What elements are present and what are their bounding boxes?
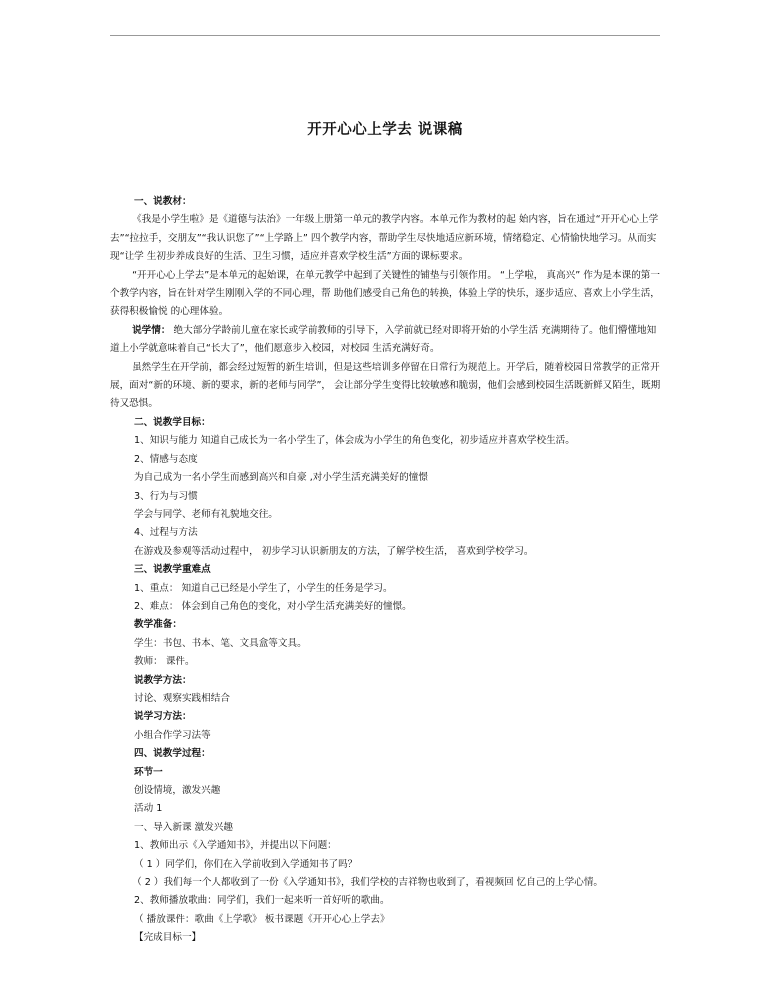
- section-heading: [110, 745, 662, 763]
- paragraph: [110, 874, 662, 892]
- paragraph-text: 三、说教学重难点: [134, 564, 211, 576]
- paragraph-text: 学生：书包、书本、笔、文具盒等文具。: [134, 637, 307, 649]
- paragraph: [110, 322, 662, 359]
- paragraph-text: 二、说教学目标：: [134, 416, 211, 428]
- paragraph: [110, 267, 662, 322]
- header-rule: [110, 35, 660, 36]
- paragraph: [110, 598, 662, 616]
- paragraph-text: 为自己成为一名小学生而感到高兴和自豪 ,对小学生活充满美好的憧憬: [134, 472, 428, 484]
- paragraph: [110, 451, 662, 469]
- paragraph: [110, 800, 662, 818]
- paragraph: [110, 727, 662, 745]
- paragraph: [110, 543, 662, 561]
- paragraph: [110, 506, 662, 524]
- paragraph-text: 四、说教学过程：: [134, 748, 211, 760]
- paragraph-text: 小组合作学习法等: [134, 729, 211, 741]
- paragraph-text: 讨论、观察实践相结合: [134, 692, 230, 704]
- paragraph: [110, 359, 662, 414]
- paragraph-text: 一、说教材：: [134, 196, 192, 207]
- paragraph-text: （ 2 ）我们每一个人都收到了一份《入学通知书》，我们学校的吉祥物也收到了，看视频回 忆自己的上学心情。: [132, 877, 604, 889]
- paragraph-text: 教学准备：: [134, 619, 182, 631]
- paragraph: [110, 469, 662, 487]
- paragraph: [110, 524, 662, 542]
- paragraph-text: 2、教师播放歌曲：同学们，我们一起来听一首好听的歌曲。: [134, 895, 390, 907]
- paragraph-text: （ 1 ）同学们，你们在入学前收到入学通知书了吗？: [134, 858, 358, 870]
- paragraph-text: 教师： 课件。: [134, 656, 195, 668]
- paragraph-text: 2、难点： 体会到自己角色的变化，对小学生活充满美好的憧憬。: [134, 600, 412, 612]
- paragraph-text: 4、过程与方法: [134, 527, 198, 539]
- section-heading: [110, 561, 662, 579]
- paragraph: [110, 782, 662, 800]
- paragraph: [110, 911, 662, 929]
- paragraph-text: 创设情境，激发兴趣: [134, 785, 221, 796]
- paragraph: [110, 856, 662, 874]
- paragraph: [110, 488, 662, 506]
- paragraph-lead: 说学情：: [132, 324, 171, 336]
- paragraph-text: （ 播放课件：歌曲《上学歌》 板书课题《开开心心上学去》: [134, 913, 390, 925]
- section-heading: [110, 414, 662, 432]
- paragraph-text: 1、知识与能力 知道自己成长为一名小学生了，体会成为小学生的角色变化，初步适应并喜欢学校生活。: [134, 435, 575, 447]
- section-heading: [110, 764, 662, 782]
- paragraph-text: 学会与同学、老师有礼貌地交往。: [134, 508, 278, 520]
- paragraph-text: 1、重点： 知道自己已经是小学生了，小学生的任务是学习。: [134, 582, 393, 594]
- paragraph-text: 说教学方法：: [134, 674, 192, 686]
- document-body: [110, 193, 662, 948]
- paragraph-text: 在游戏及参观等活动过程中， 初步学习认识新朋友的方法，了解学校生活， 喜欢到学校学习。: [134, 545, 534, 557]
- section-heading: [110, 616, 662, 634]
- paragraph-text: 一、导入新课 激发兴趣: [134, 821, 233, 833]
- paragraph: [110, 690, 662, 708]
- paragraph-text: 虽然学生在开学前，都会经过短暂的新生培训，但是这些培训多停留在日常行为规范上。开学后，随着校园日常教学的正常开展，面对“新的环境、新的要求，新的老师与同学”， 会让部分学生变得比较敏感和脆弱，他们会感到校园生活既新鲜又陌生，既期待又恐惧。: [110, 361, 661, 410]
- section-heading: [110, 193, 662, 211]
- page-title: 开开心心上学去 说课稿: [307, 122, 463, 138]
- paragraph: [110, 892, 662, 910]
- paragraph: [110, 580, 662, 598]
- paragraph-text: 绝大部分学龄前儿童在家长或学前教师的引导下，入学前就已经对即将开始的小学生活 充满期待了。他们懵懂地知道上小学就意味着自己“长大了”，他们愿意步入校园，对校园 生活充满好奇。: [110, 324, 657, 355]
- paragraph-text: 1、教师出示《入学通知书》，并提出以下问题：: [134, 840, 337, 852]
- paragraph-text: “开开心心上学去”是本单元的起始课，在单元教学中起到了关键性的铺垫与引领作用。 “上学啦， 真高兴” 作为是本课的第一个教学内容，旨在针对学生刚刚入学的不同心理，帮 助他们感受自己角色的转换，体验上学的快乐，逐步适应、喜欢上小学生活，获得积极愉悦 的心理体验。: [110, 269, 660, 318]
- paragraph: [110, 211, 662, 266]
- paragraph-text: 活动 1: [134, 803, 163, 815]
- paragraph: [110, 635, 662, 653]
- paragraph-text: 2、情感与态度: [134, 453, 198, 465]
- paragraph: [110, 929, 662, 947]
- paragraph: [110, 653, 662, 671]
- section-heading: [110, 672, 662, 690]
- paragraph-text: 《我是小学生啦》是《道德与法治》一年级上册第一单元的教学内容。本单元作为教材的起 始内容，旨在通过“开开心心上学去”“拉拉手，交朋友”“我认识您了”“上学路上” 四个教学内容，帮助学生尽快地适应新环境，情绪稳定、心情愉快地学习。从而实现“让学 生初步养成良好的生活、卫生习惯，适应并喜欢学校生活”方面的课标要求。: [110, 214, 659, 263]
- section-heading: [110, 708, 662, 726]
- paragraph: [110, 432, 662, 450]
- paragraph-text: 环节一: [134, 766, 163, 778]
- paragraph: [110, 837, 662, 855]
- paragraph-text: 说学习方法：: [134, 711, 192, 723]
- paragraph: [110, 819, 662, 837]
- paragraph-text: 【完成目标一】: [134, 932, 202, 944]
- paragraph-text: 3、行为与习惯: [134, 490, 198, 502]
